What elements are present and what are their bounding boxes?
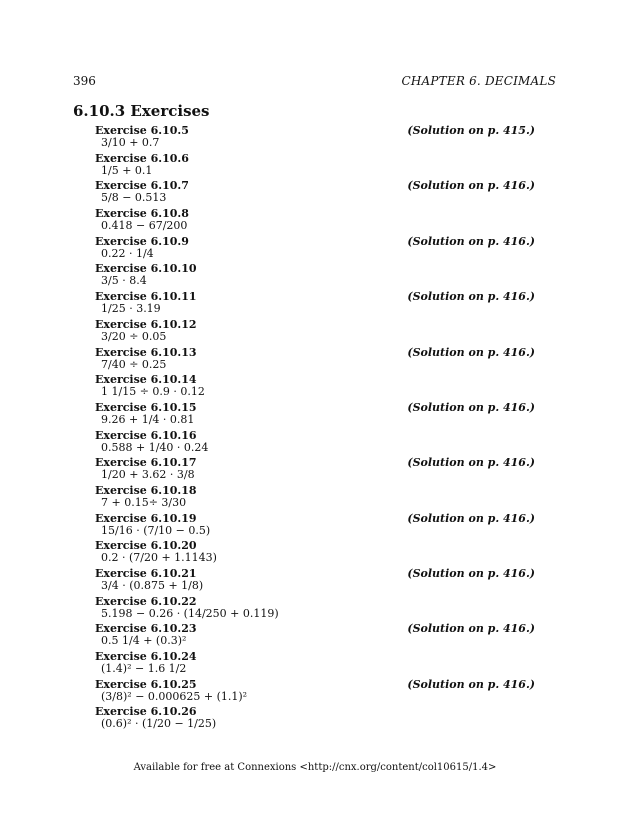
exercise-expression: 3/20 ÷ 0.05 bbox=[101, 329, 167, 343]
exercise-label: Exercise 6.10.26 bbox=[95, 705, 197, 719]
exercise-item bbox=[95, 622, 535, 650]
exercise-label: Exercise 6.10.11 bbox=[95, 290, 197, 304]
section-title: 6.10.3 Exercises bbox=[73, 102, 210, 120]
exercise-label: Exercise 6.10.20 bbox=[95, 539, 197, 553]
exercise-item bbox=[95, 346, 535, 374]
exercise-expression: (0.6)² · (1/20 − 1/25) bbox=[101, 717, 217, 731]
exercise-expression: (3/8)² − 0.000625 + (1.1)² bbox=[101, 689, 248, 703]
exercise-label: Exercise 6.10.15 bbox=[95, 400, 197, 414]
exercise-label: Exercise 6.10.5 bbox=[95, 124, 189, 137]
solution-reference: (Solution on p. 416.) bbox=[407, 179, 535, 193]
exercise-item bbox=[95, 650, 535, 678]
exercise-item bbox=[95, 318, 535, 346]
exercise-item bbox=[95, 235, 535, 263]
exercise-label: Exercise 6.10.19 bbox=[95, 511, 197, 525]
exercise-label: Exercise 6.10.9 bbox=[95, 234, 189, 248]
exercise-item bbox=[95, 456, 535, 484]
solution-reference: (Solution on p. 416.) bbox=[407, 511, 535, 525]
exercise-expression: 7/40 ÷ 0.25 bbox=[101, 357, 167, 371]
exercise-label: Exercise 6.10.7 bbox=[95, 179, 189, 193]
solution-reference: (Solution on p. 416.) bbox=[407, 622, 535, 636]
exercise-item bbox=[95, 595, 535, 623]
exercise-item bbox=[95, 401, 535, 429]
exercise-expression: 5.198 − 0.26 · (14/250 + 0.119) bbox=[101, 606, 279, 620]
exercise-expression: 3/10 + 0.7 bbox=[101, 136, 160, 149]
solution-reference: (Solution on p. 415.) bbox=[407, 124, 535, 137]
exercise-item bbox=[95, 539, 535, 567]
exercise-label: Exercise 6.10.21 bbox=[95, 567, 197, 580]
exercise-label: Exercise 6.10.6 bbox=[95, 151, 189, 165]
exercise-expression: 0.588 + 1/40 · 0.24 bbox=[101, 440, 209, 454]
exercise-item bbox=[95, 705, 535, 733]
exercise-item bbox=[95, 124, 535, 152]
exercise-item bbox=[95, 429, 535, 457]
exercise-expression: (1.4)² − 1.6 1/2 bbox=[101, 662, 187, 676]
exercise-item bbox=[95, 152, 535, 180]
exercise-expression: 3/4 · (0.875 + 1/8) bbox=[101, 579, 204, 592]
exercise-expression: 0.5 1/4 + (0.3)² bbox=[101, 634, 187, 648]
exercise-label: Exercise 6.10.14 bbox=[95, 373, 197, 387]
exercise-item bbox=[95, 678, 535, 706]
solution-reference: (Solution on p. 416.) bbox=[407, 677, 535, 691]
exercise-item bbox=[95, 290, 535, 318]
exercise-item bbox=[95, 373, 535, 401]
exercise-expression: 1/20 + 3.62 · 3/8 bbox=[101, 468, 195, 482]
exercise-label: Exercise 6.10.12 bbox=[95, 317, 197, 331]
exercise-expression: 0.418 − 67/200 bbox=[101, 219, 188, 233]
exercise-label: Exercise 6.10.10 bbox=[95, 262, 197, 276]
exercise-label: Exercise 6.10.8 bbox=[95, 207, 189, 221]
exercise-label: Exercise 6.10.18 bbox=[95, 483, 197, 497]
exercise-expression: 1/5 + 0.1 bbox=[101, 163, 153, 177]
exercise-item bbox=[95, 512, 535, 540]
page-number: 396 bbox=[73, 74, 96, 88]
exercise-item bbox=[95, 207, 535, 235]
exercise-expression: 3/5 · 8.4 bbox=[101, 274, 147, 288]
solution-reference: (Solution on p. 416.) bbox=[407, 567, 535, 580]
exercise-list bbox=[95, 124, 535, 733]
solution-reference: (Solution on p. 416.) bbox=[407, 345, 535, 359]
exercise-expression: 1/25 · 3.19 bbox=[101, 302, 161, 316]
exercise-expression: 15/16 · (7/10 − 0.5) bbox=[101, 523, 211, 537]
exercise-label: Exercise 6.10.24 bbox=[95, 650, 197, 664]
solution-reference: (Solution on p. 416.) bbox=[407, 400, 535, 414]
exercise-expression: 0.22 · 1/4 bbox=[101, 246, 154, 260]
exercise-label: Exercise 6.10.25 bbox=[95, 677, 197, 691]
exercise-label: Exercise 6.10.23 bbox=[95, 622, 197, 636]
exercise-label: Exercise 6.10.22 bbox=[95, 594, 197, 608]
exercise-item bbox=[95, 179, 535, 207]
solution-reference: (Solution on p. 416.) bbox=[407, 234, 535, 248]
solution-reference: (Solution on p. 416.) bbox=[407, 456, 535, 470]
page-footer: Available for free at Connexions <http://cnx.org/content/col10615/1.4> bbox=[133, 762, 497, 773]
exercise-label: Exercise 6.10.13 bbox=[95, 345, 197, 359]
solution-reference: (Solution on p. 416.) bbox=[407, 290, 535, 304]
exercise-label: Exercise 6.10.17 bbox=[95, 456, 197, 470]
exercise-expression: 7 + 0.15÷ 3/30 bbox=[101, 495, 187, 509]
exercise-item bbox=[95, 262, 535, 290]
exercise-label: Exercise 6.10.16 bbox=[95, 428, 197, 442]
exercise-expression: 9.26 + 1/4 · 0.81 bbox=[101, 412, 195, 426]
running-header: CHAPTER 6. DECIMALS bbox=[401, 74, 556, 88]
exercise-item bbox=[95, 484, 535, 512]
exercise-item bbox=[95, 567, 535, 595]
exercise-expression: 0.2 · (7/20 + 1.1143) bbox=[101, 551, 217, 565]
exercise-expression: 5/8 − 0.513 bbox=[101, 191, 167, 205]
exercise-expression: 1 1/15 ÷ 0.9 · 0.12 bbox=[101, 385, 205, 399]
